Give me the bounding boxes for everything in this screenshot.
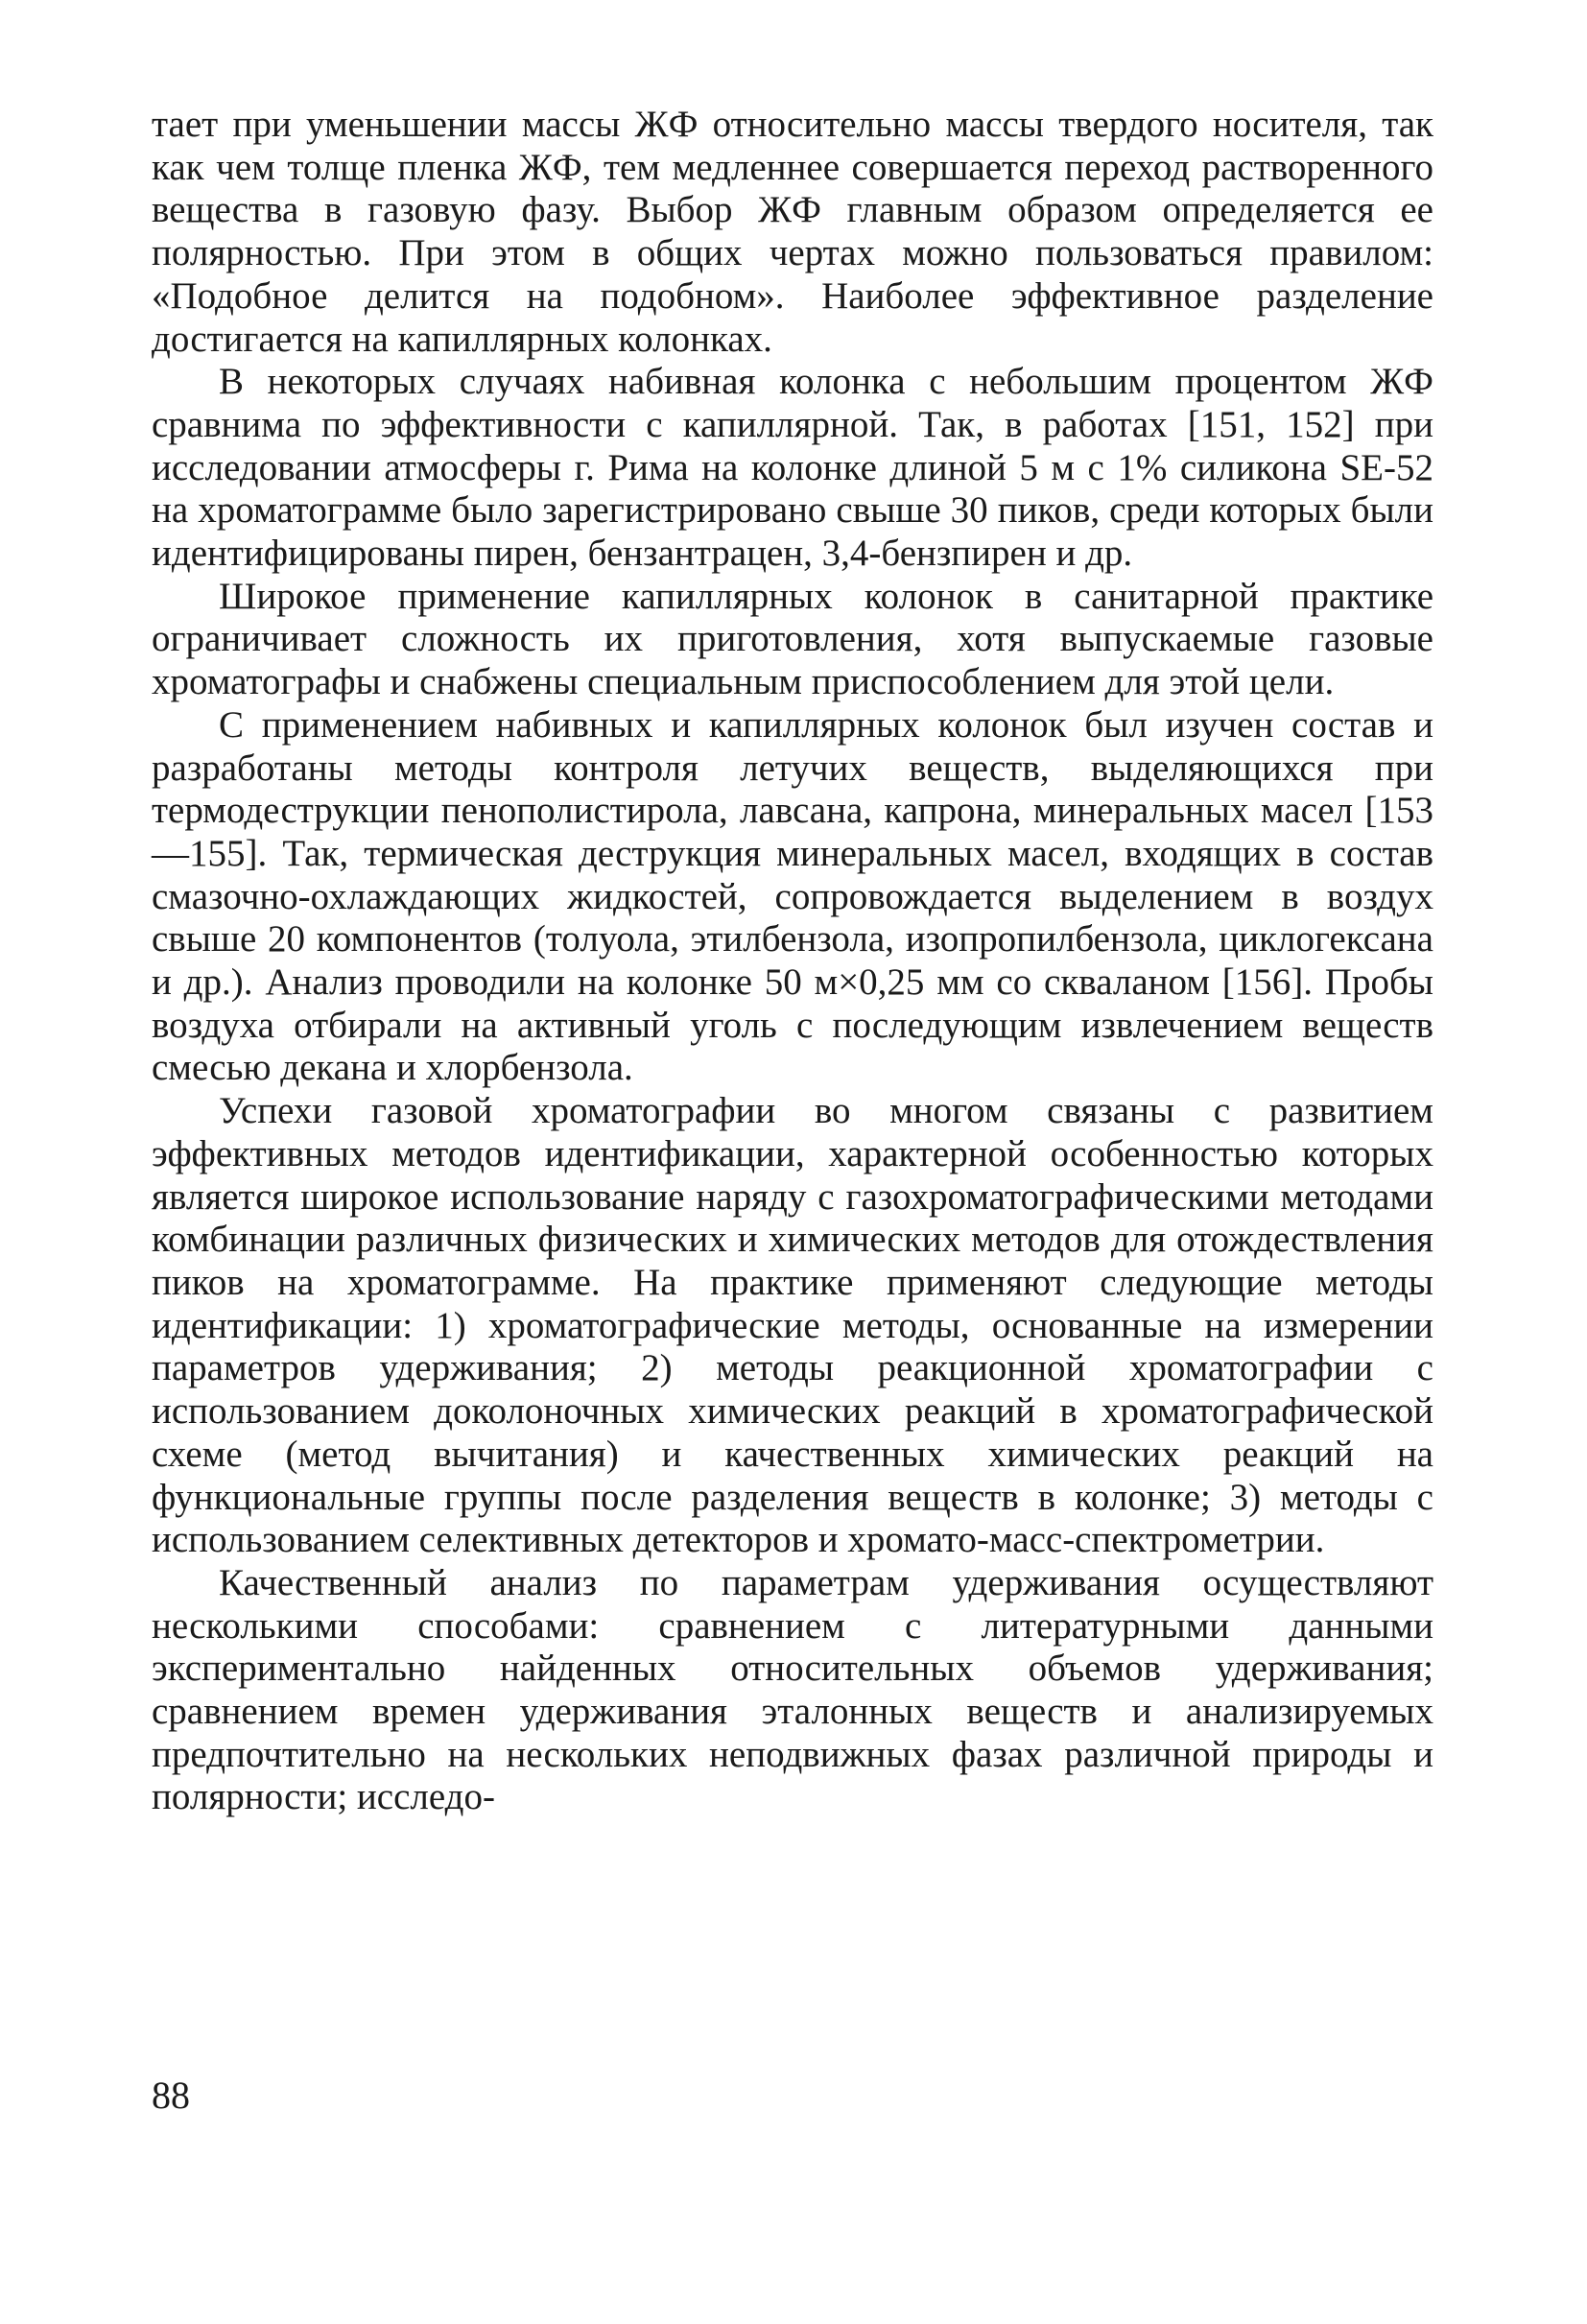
page-number: 88 (152, 2074, 190, 2117)
paragraph-identification-methods: Успехи газовой хроматографии во многом связаны с развитием эффективных методов идентификации, характерной особенностью которых является широкое использование наряду с газохроматографическими методами комбинации различных физических и химических методов для отождествления пиков на хроматограмме. На практике применяют следующие методы идентификации: 1) хроматографические методы, основанные на измерении параметров удерживания; 2) методы реакционной хроматографии с использованием доколоночных химических реакций в хроматографической схеме (метод вычитания) и качественных химических реакций на функциональные группы после разделения веществ в колонке; 3) методы с использованием селективных детекторов и хромато-масс-спектрометрии. (152, 1090, 1433, 1561)
paragraph-continuation: тает при уменьшении массы ЖФ относительно массы твердого носителя, так как чем толще пленка ЖФ, тем медленнее совершается переход растворенного вещества в газовую фазу. Выбор ЖФ главным образом определяется ее полярностью. При этом в общих чертах можно пользоваться правилом: «Подобное делится на подобном». Наиболее эффективное разделение достигается на капиллярных колонках. (152, 104, 1433, 360)
paragraph-capillary-practice: Широкое применение капиллярных колонок в санитарной практике ограничивает сложность их приготовления, хотя выпускаемые газовые хроматографы и снабжены специальным приспособлением для этой цели. (152, 575, 1433, 703)
paragraph-packed-column: В некоторых случаях набивная колонка с небольшим процентом ЖФ сравнима по эффективности с капиллярной. Так, в работах [151, 152] при исследовании атмосферы г. Рима на колонке длиной 5 м с 1% силикона SE-52 на хроматограмме было зарегистрировано свыше 30 пиков, среди которых были идентифицированы пирен, бензантрацен, 3,4-бензпирен и др. (152, 361, 1433, 575)
paragraph-qualitative-analysis: Качественный анализ по параметрам удерживания осуществляют несколькими способами: сравнением с литературными данными экспериментально найденных относительных объемов удерживания; сравнением времен удерживания эталонных веществ и анализируемых предпочтительно на нескольких неподвижных фазах различной природы и полярности; исследо- (152, 1561, 1433, 1818)
page-body (152, 104, 1433, 1819)
paragraph-thermodestruction: С применением набивных и капиллярных колонок был изучен состав и разработаны методы контроля летучих веществ, выделяющихся при термодеструкции пенополистирола, лавсана, капрона, минеральных масел [153—155]. Так, термическая деструкция минеральных масел, входящих в состав смазочно-охлаждающих жидкостей, сопровождается выделением в воздух свыше 20 компонентов (толуола, этилбензола, изопропилбензола, циклогексана и др.). Анализ проводили на колонке 50 м×0,25 мм со скваланом [156]. Пробы воздуха отбирали на активный уголь с последующим извлечением веществ смесью декана и хлорбензола. (152, 703, 1433, 1089)
